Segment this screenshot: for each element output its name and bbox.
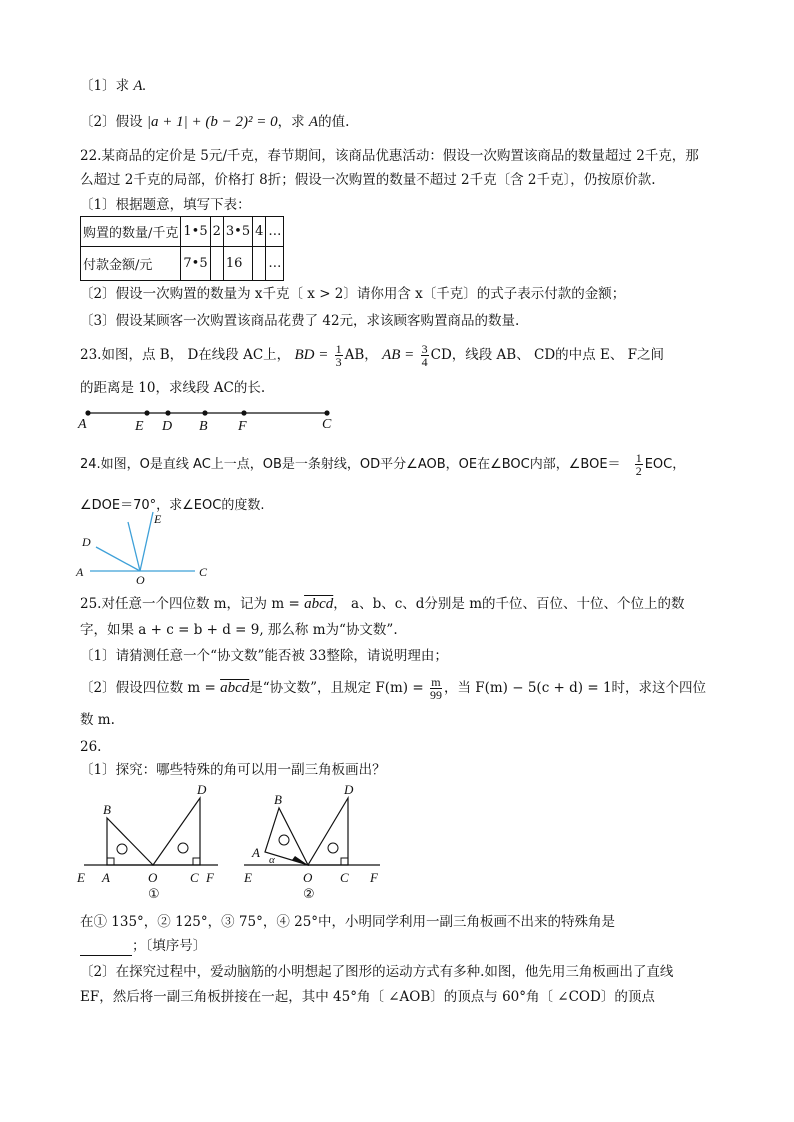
table-cell: 4 <box>253 217 266 247</box>
ray-label: O <box>136 573 145 587</box>
vertex-label: D <box>197 782 207 797</box>
q25-sub1: 〔1〕请猜测任意一个“协文数”能否被 33整除，请说明理由； <box>80 648 448 664</box>
q26-number: 26. <box>80 739 102 755</box>
q22-line1: 22.某商品的定价是 5元/千克，春节期间，该商品优惠活动：假设一次购置该商品的数量超过 2千克，那 <box>80 148 699 164</box>
table-cell: 16 <box>223 247 252 281</box>
q21-equation: |a + 1| + (b − 2)² = 0 <box>146 114 278 130</box>
table-cell: 付款金额/元 <box>81 247 181 281</box>
q22-line2: 么超过 2千克的局部，价格打 8折；假设一次购置的数量不超过 2千克〔含 2千克〕，仍按原价款. <box>80 172 656 188</box>
q23-line1: 23.如图，点 B， D在线段 AC上， BD = $\frac{1}{3}$ AB， AB = $\frac{3}{4}$ CD，线段 AB、 CD的中点 E、 F之间 <box>80 342 664 369</box>
ray-label: D <box>82 535 91 549</box>
vertex-label: E <box>244 870 252 885</box>
ray-label: C <box>199 565 208 579</box>
q25-line3: 数 m. <box>80 712 115 728</box>
figure-number: ② <box>303 887 315 902</box>
figure-number: ① <box>148 887 160 902</box>
point-label: A <box>78 417 87 432</box>
q26-question-line2: ；〔填序号〕 <box>80 936 206 956</box>
vertex-label: A <box>252 845 260 860</box>
vertex-label: E <box>77 870 85 885</box>
point-label: B <box>199 419 208 434</box>
q22-sub1: 〔1〕根据题意，填写下表： <box>80 197 251 213</box>
vertex-label: O <box>148 870 158 885</box>
q23-line2: 的距离是 10，求线段 AC的长. <box>80 380 266 396</box>
q26-sub2-line2: EF，然后将一副三角板拼接在一起，其中 45°角〔 ∠AOB〕的顶点与 60°角〔 ∠COD〕的顶点 <box>80 989 655 1005</box>
table-cell: … <box>266 247 284 281</box>
table-cell: 3•5 <box>223 217 252 247</box>
vertex-label: C <box>340 870 349 885</box>
vertex-label: C <box>190 870 199 885</box>
q22-sub2: 〔2〕假设一次购置的数量为 x千克〔 x > 2〕请你用含 x〔千克〕的式子表示付款的金额； <box>80 286 626 302</box>
answer-blank[interactable] <box>80 941 132 956</box>
q26-question-line1: 在① 135°，② 125°，③ 75°，④ 25°中，小明同学利用一副三角板画不出来的特殊角是 <box>80 914 616 930</box>
table-cell: 购置的数量/千克 <box>81 217 181 247</box>
q24-line2: ∠DOE＝70°，求∠EOC的度数. <box>80 498 265 513</box>
q25-line2: 字，如果 a + c = b + d = 9, 那么称 m为“协文数”. <box>80 622 398 638</box>
point-label: E <box>135 419 144 434</box>
angle-label: α <box>269 854 275 866</box>
point-label: F <box>238 419 247 434</box>
fraction: $\frac{1}{3}$ <box>335 342 342 369</box>
q26-sub2-line1: 〔2〕在探究过程中，爱动脑筋的小明想起了图形的运动方式有多种.如图，他先用三角板画出了直线 <box>80 964 674 980</box>
q25-line1: 25.对任意一个四位数 m，记为 m = abcd， a、b、c、d分别是 m的千位、百位、十位、个位上的数 <box>80 596 685 612</box>
point-label: C <box>322 417 332 432</box>
table-cell: … <box>266 217 284 247</box>
fraction: $\frac{m}{99}$ <box>429 675 442 702</box>
vertex-label: B <box>274 792 282 807</box>
q22-sub3: 〔3〕假设某顾客一次购置该商品花费了 42元，求该顾客购置商品的数量. <box>80 313 520 329</box>
fraction: $\frac{1}{2}$ <box>635 451 642 478</box>
fraction: $\frac{3}{4}$ <box>421 342 428 369</box>
vertex-label: F <box>370 870 378 885</box>
ray-label: E <box>154 512 162 526</box>
vertex-label: F <box>206 870 214 885</box>
vertex-label: B <box>103 802 111 817</box>
table-cell: 2 <box>210 217 223 247</box>
table-cell: 7•5 <box>181 247 210 281</box>
q21-part1: 〔1〕求 A. <box>80 78 147 94</box>
point-label: D <box>162 419 173 434</box>
q24-line1: 24.如图，O是直线 AC上一点，OB是一条射线，OD平分∠AOB，OE在∠BOC内部，∠BOE＝ $\frac{1}{2}$ EOC， <box>80 451 686 478</box>
vertex-label: O <box>303 870 313 885</box>
table-cell: 1•5 <box>181 217 210 247</box>
q25-sub2: 〔2〕假设四位数 m = abcd是“协文数”，且规定 F(m) = $\frac{m}{99}$ ，当 F(m) − 5(c + d) = 1时，求这个四位 <box>80 675 707 702</box>
q26-sub1: 〔1〕探究：哪些特殊的角可以用一副三角板画出？ <box>80 762 386 778</box>
vertex-label: D <box>344 782 354 797</box>
ray-label: A <box>76 565 84 579</box>
q21-part2: 〔2〕假设 |a + 1| + (b − 2)² = 0，求 A的值. <box>80 114 350 130</box>
vertex-label: A <box>102 870 110 885</box>
